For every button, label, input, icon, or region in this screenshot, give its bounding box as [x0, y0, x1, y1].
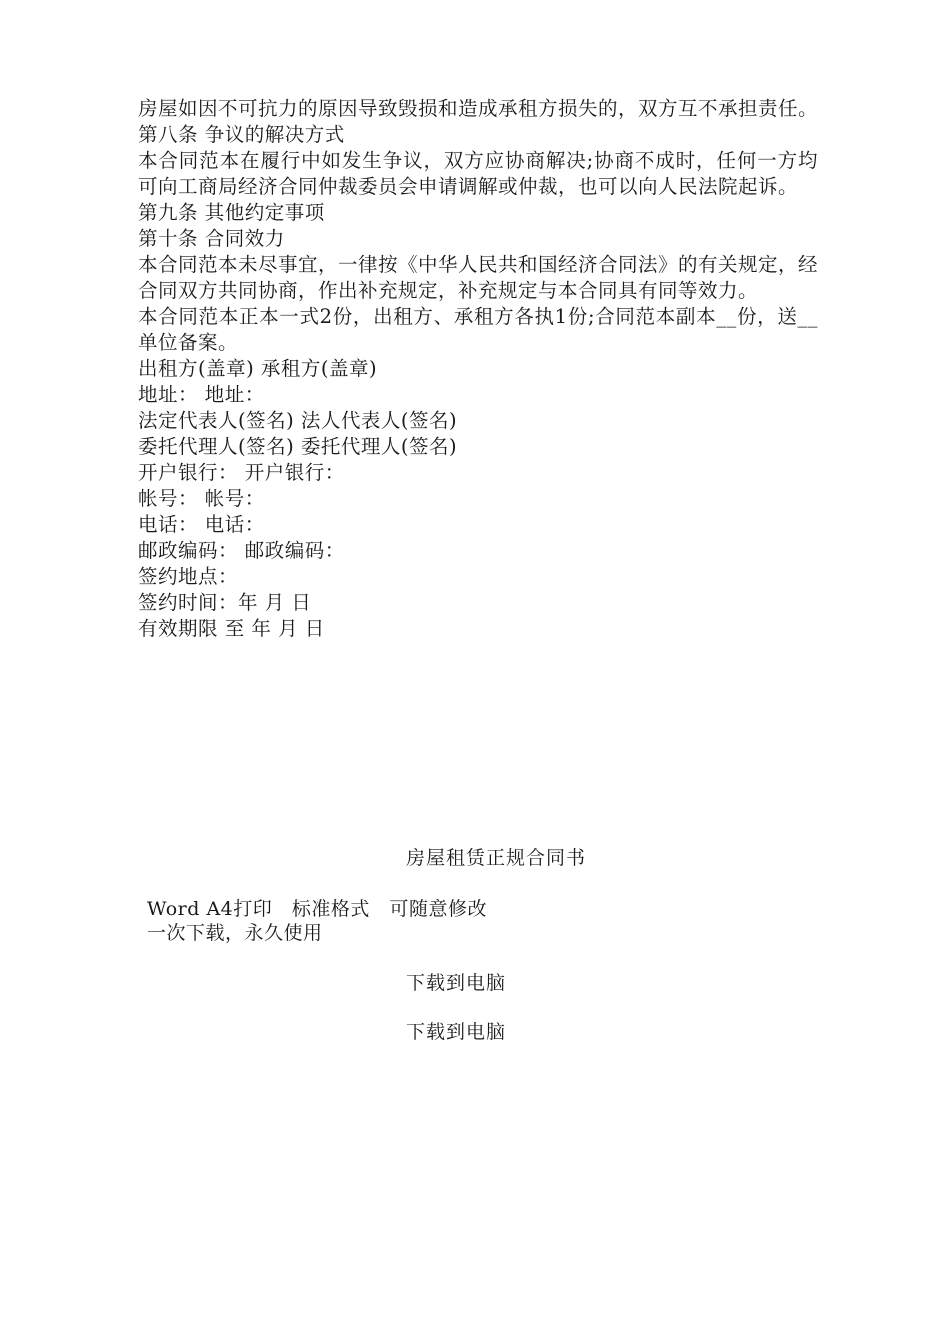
signature-postcode-line: 邮政编码： 邮政编码： — [138, 539, 345, 562]
signature-seal-line: 出租方(盖章) 承租方(盖章) — [138, 357, 378, 380]
signature-bank-line: 开户银行： 开户银行： — [138, 461, 345, 484]
promo-features — [147, 897, 487, 945]
download-to-pc-link[interactable]: 下载到电脑 — [406, 972, 507, 994]
paragraph-copies: 本合同范本正本一式2份，出租方、承租方各执1份;合同范本副本__份，送__单位备案。 — [138, 305, 818, 354]
promo-features-line-1: Word A4打印 标准格式 可随意修改 — [147, 898, 488, 920]
signing-date-line: 签约时间：年 月 日 — [138, 591, 312, 614]
heading-article-9: 第九条 其他约定事项 — [138, 201, 325, 224]
paragraph-validity: 本合同范本未尽事宜，一律按《中华人民共和国经济合同法》的有关规定，经合同双方共同协商，作出补充规定，补充规定与本合同具有同等效力。 — [138, 253, 819, 302]
signature-phone-line: 电话： 电话： — [138, 513, 265, 536]
validity-period-line: 有效期限 至 年 月 日 — [138, 617, 325, 640]
signature-agent-line: 委托代理人(签名) 委托代理人(签名) — [138, 435, 458, 458]
signature-account-line: 帐号： 帐号： — [138, 487, 265, 510]
download-to-pc-link-2[interactable]: 下载到电脑 — [406, 1021, 507, 1043]
contract-body — [138, 96, 818, 642]
paragraph-dispute: 本合同范本在履行中如发生争议，双方应协商解决;协商不成时，任何一方均可向工商局经济合同仲裁委员会申请调解或仲裁，也可以向人民法院起诉。 — [138, 149, 818, 198]
signature-address-line: 地址： 地址： — [138, 383, 265, 406]
heading-article-10: 第十条 合同效力 — [138, 227, 285, 250]
promo-features-line-2: 一次下载，永久使用 — [147, 922, 323, 944]
promo-title: 房屋租赁正规合同书 — [406, 847, 587, 869]
signature-legal-rep-line: 法定代表人(签名) 法人代表人(签名) — [138, 409, 458, 432]
paragraph-force-majeure: 房屋如因不可抗力的原因导致毁损和造成承租方损失的，双方互不承担责任。 — [138, 97, 819, 120]
signing-place-line: 签约地点： — [138, 565, 239, 588]
heading-article-8: 第八条 争议的解决方式 — [138, 123, 345, 146]
